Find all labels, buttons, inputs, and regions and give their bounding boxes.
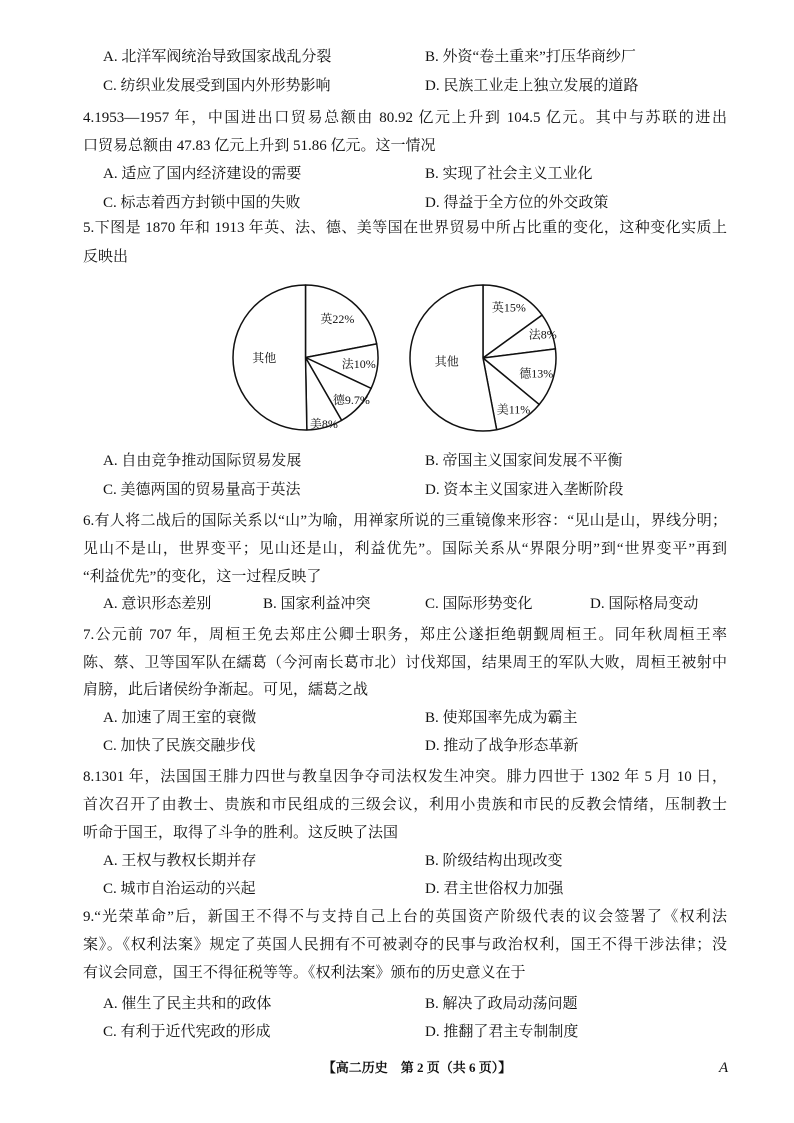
question-stem-line: 肩膀，此后诸侯纷争渐起。可见，繻葛之战 bbox=[83, 682, 369, 698]
pie-slice-label: 英22% bbox=[320, 312, 355, 326]
question-stem-line: “利益优先”的变化，这一过程反映了 bbox=[83, 569, 322, 585]
pie-chart-1 bbox=[233, 285, 378, 431]
option-b: B. 国家利益冲突 bbox=[263, 596, 371, 612]
pie-charts-figure bbox=[220, 278, 570, 440]
option-b: B. 帝国主义国家间发展不平衡 bbox=[425, 453, 623, 469]
option-d: D. 民族工业走上独立发展的道路 bbox=[425, 78, 639, 94]
pie-slice-label: 美8% bbox=[309, 416, 338, 431]
page-footer: 【高二历史 第 2 页（共 6 页）】 bbox=[322, 1060, 512, 1075]
option-d: D. 资本主义国家进入垄断阶段 bbox=[425, 482, 624, 498]
pie-slice-label: 德9.7% bbox=[332, 392, 370, 407]
option-a: A. 王权与教权长期并存 bbox=[103, 853, 257, 869]
option-b: B. 外资“卷土重来”打压华商纱厂 bbox=[425, 49, 636, 65]
option-d: D. 推翻了君主专制制度 bbox=[425, 1024, 579, 1040]
option-b: B. 解决了政局动荡问题 bbox=[425, 996, 578, 1012]
question-stem-line: 口贸易总额由 47.83 亿元上升到 51.86 亿元。这一情况 bbox=[83, 138, 436, 154]
option-b: B. 使郑国率先成为霸主 bbox=[425, 710, 578, 726]
option-c: C. 标志着西方封锁中国的失败 bbox=[103, 195, 301, 211]
question-stem-line: 案》。《权利法案》规定了英国人民拥有不可被剥夺的民事与政治权利，国王不得干涉法律；没 bbox=[83, 937, 727, 953]
question-stem-line: 5.下图是 1870 年和 1913 年英、法、德、美等国在世界贸易中所占比重的变化，这种变化实质上 bbox=[83, 220, 727, 236]
option-b: B. 实现了社会主义工业化 bbox=[425, 166, 593, 182]
option-d: D. 君主世俗权力加强 bbox=[425, 881, 564, 897]
option-c: C. 美德两国的贸易量高于英法 bbox=[103, 482, 301, 498]
question-stem-line: 首次召开了由教士、贵族和市民组成的三级会议，利用小贵族和市民的反教会情绪，压制教士 bbox=[83, 797, 727, 813]
paper-version-mark: A bbox=[719, 1060, 729, 1076]
pie-slice-label: 其他 bbox=[252, 350, 277, 365]
question-stem-line: 4.1953—1957 年，中国进出口贸易总额由 80.92 亿元上升到 104.5 亿元。其中与苏联的进出 bbox=[83, 110, 727, 126]
option-a: A. 适应了国内经济建设的需要 bbox=[103, 166, 302, 182]
option-c: C. 纺织业发展受到国内外形势影响 bbox=[103, 78, 331, 94]
pie-slice-label: 德13% bbox=[519, 366, 554, 381]
question-stem-line: 陈、蔡、卫等国军队在繻葛（今河南长葛市北）讨伐郑国，结果周王的军队大败，周桓王被射中 bbox=[83, 655, 727, 671]
option-d: D. 得益于全方位的外交政策 bbox=[425, 195, 609, 211]
question-stem-line: 有议会同意，国王不得征税等等。《权利法案》颁布的历史意义在于 bbox=[83, 965, 526, 981]
option-d: D. 国际格局变动 bbox=[590, 596, 699, 612]
option-c: C. 加快了民族交融步伐 bbox=[103, 738, 256, 754]
pie-slice-label: 英15% bbox=[491, 300, 526, 315]
option-a: A. 意识形态差别 bbox=[103, 596, 212, 612]
question-stem-line: 见山不是山，世界变平；见山还是山，利益优先”。国际关系从“界限分明”到“世界变平”再到 bbox=[83, 541, 727, 557]
question-stem-line: 6.有人将二战后的国际关系以“山”为喻，用禅家所说的三重镜像来形容：“见山是山，界线分明； bbox=[83, 513, 727, 529]
pie-slice-label: 法8% bbox=[528, 327, 557, 342]
question-stem-line: 反映出 bbox=[83, 249, 129, 265]
option-a: A. 北洋军阀统治导致国家战乱分裂 bbox=[103, 49, 332, 65]
question-stem-line: 9.“光荣革命”后，新国王不得不与支持自己上台的英国资产阶级代表的议会签署了《权利法 bbox=[83, 909, 727, 925]
pie-slice-label: 法10% bbox=[341, 357, 376, 372]
option-b: B. 阶级结构出现改变 bbox=[425, 853, 563, 869]
pie-slice-label: 其他 bbox=[434, 354, 459, 369]
option-c: C. 城市自治运动的兴起 bbox=[103, 881, 256, 897]
option-a: A. 自由竞争推动国际贸易发展 bbox=[103, 453, 302, 469]
option-a: A. 加速了周王室的衰微 bbox=[103, 710, 257, 726]
question-stem-line: 8.1301 年，法国国王腓力四世与教皇因争夺司法权发生冲突。腓力四世于 1302 年 5 月 10 日， bbox=[83, 769, 727, 785]
question-stem-line: 听命于国王，取得了斗争的胜利。这反映了法国 bbox=[83, 825, 399, 841]
option-c: C. 有利于近代宪政的形成 bbox=[103, 1024, 271, 1040]
option-c: C. 国际形势变化 bbox=[425, 596, 533, 612]
option-a: A. 催生了民主共和的政体 bbox=[103, 996, 272, 1012]
option-d: D. 推动了战争形态革新 bbox=[425, 738, 579, 754]
pie-chart-2 bbox=[410, 285, 557, 431]
question-stem-line: 7.公元前 707 年，周桓王免去郑庄公卿士职务，郑庄公遂拒绝朝觐周桓王。同年秋周桓王率 bbox=[83, 627, 727, 643]
pie-slice-label: 美11% bbox=[496, 402, 531, 417]
